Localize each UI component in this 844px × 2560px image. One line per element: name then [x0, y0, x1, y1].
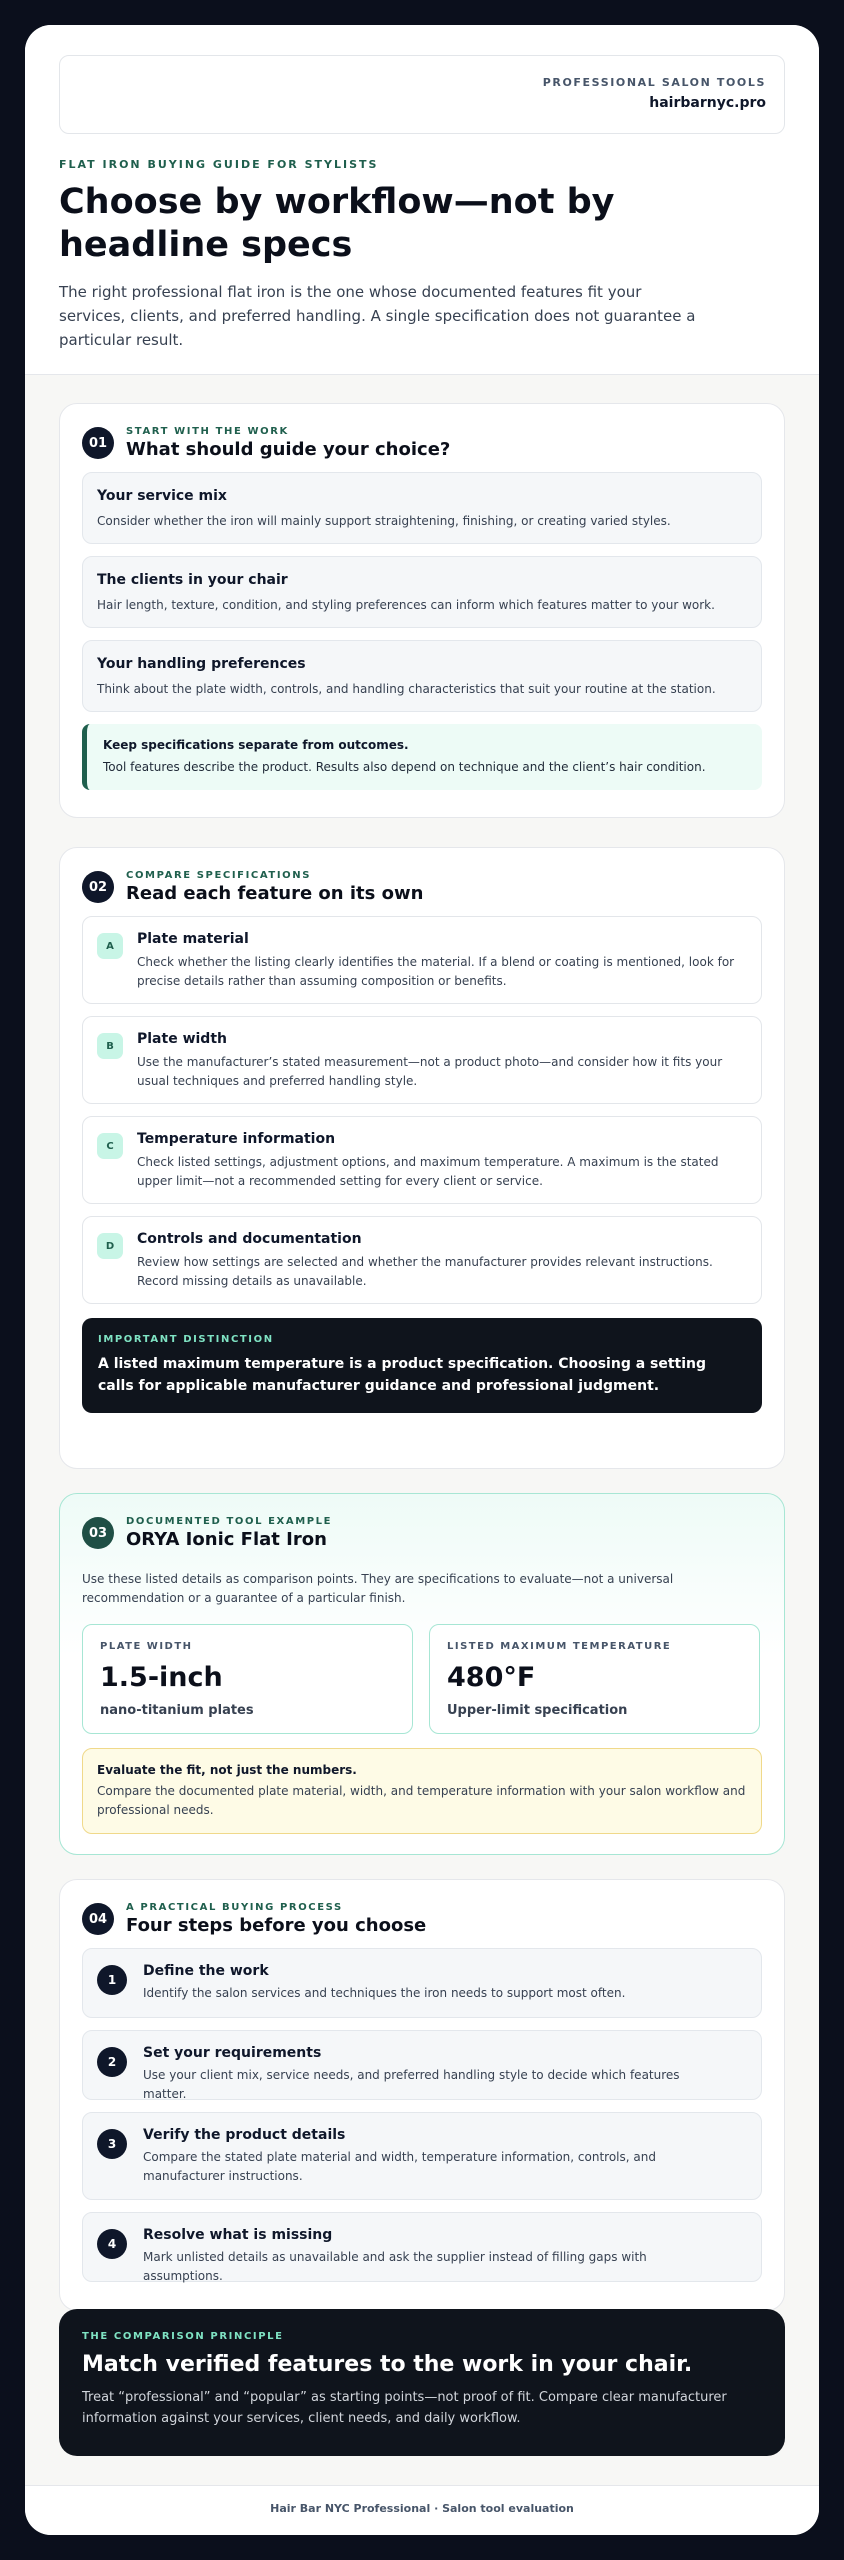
section-header — [82, 870, 762, 904]
spec-max-temperature — [429, 1624, 760, 1734]
feature-badge: B — [97, 1033, 123, 1059]
step-number: 2 — [97, 2047, 127, 2077]
panel-text: Consider whether the iron will mainly support straightening, finishing, or creating varied styles. — [97, 514, 671, 528]
feature-text: Review how settings are selected and whether the manufacturer provides relevant instructions. Record missing details as unavailable. — [137, 1255, 713, 1288]
panel-text: Hair length, texture, condition, and styling preferences can inform which features matter to your work. — [97, 598, 715, 612]
step-item — [82, 2212, 762, 2282]
spec-kicker: PLATE WIDTH — [100, 1641, 193, 1652]
warn-title: Evaluate the fit, not just the numbers. — [97, 1763, 357, 1777]
feature-title: Plate width — [137, 1031, 227, 1047]
closing-title: Match verified features to the work in your chair. — [82, 2352, 693, 2377]
hero-lede: The right professional flat iron is the one whose documented features fit your services, clients, and preferred handling. A single specification does not guarantee a particular result. — [59, 283, 696, 349]
footer — [25, 2485, 819, 2535]
distinction-kicker: IMPORTANT DISTINCTION — [98, 1334, 274, 1345]
guide-page — [25, 25, 819, 2535]
step-title: Define the work — [143, 1963, 269, 1979]
step-item — [82, 2030, 762, 2100]
section-title: Four steps before you choose — [126, 1915, 427, 1936]
spec-value: 480°F — [447, 1662, 536, 1693]
section-number: 02 — [82, 871, 114, 903]
step-text: Compare the stated plate material and width, temperature information, controls, and manufacturer instructions. — [143, 2150, 656, 2183]
note-title: Keep specifications separate from outcomes. — [103, 738, 409, 752]
hero — [25, 25, 819, 375]
comparison-principle — [59, 2309, 785, 2456]
section-kicker: START WITH THE WORK — [126, 426, 289, 437]
closing-kicker: THE COMPARISON PRINCIPLE — [82, 2331, 284, 2342]
tool-intro: Use these listed details as comparison points. They are specifications to evaluate—not a universal recommendation or a guarantee of a particular finish. — [82, 1572, 674, 1605]
section-number: 04 — [82, 1903, 114, 1935]
step-item — [82, 2112, 762, 2200]
feature-badge: A — [97, 933, 123, 959]
note-text: Tool features describe the product. Results also depend on technique and the client’s hair condition. — [103, 760, 706, 774]
callout-note — [82, 724, 762, 790]
spec-kicker: LISTED MAXIMUM TEMPERATURE — [447, 1641, 672, 1652]
section-compare-specifications — [59, 847, 785, 1469]
brand-url[interactable]: hairbarnyc.pro — [649, 95, 766, 111]
section-header — [82, 1902, 762, 1936]
feature-item — [82, 1116, 762, 1204]
panel-title: Your service mix — [97, 488, 227, 504]
brand-kicker: PROFESSIONAL SALON TOOLS — [542, 76, 766, 89]
feature-item — [82, 1216, 762, 1304]
feature-title: Plate material — [137, 931, 249, 947]
brand-box — [59, 55, 785, 134]
feature-badge: D — [97, 1233, 123, 1259]
section-documented-tool — [59, 1493, 785, 1855]
footer-text: Hair Bar NYC Professional · Salon tool evaluation — [270, 2502, 574, 2515]
page-title: Choose by workflow—not by headline specs — [59, 182, 615, 265]
panel-title: The clients in your chair — [97, 572, 288, 588]
spec-plate-width — [82, 1624, 413, 1734]
panel-text: Think about the plate width, controls, and handling characteristics that suit your routine at the station. — [97, 682, 716, 696]
section-number: 01 — [82, 427, 114, 459]
section-title: Read each feature on its own — [126, 883, 424, 904]
feature-text: Use the manufacturer’s stated measurement—not a product photo—and consider how it fits your usual techniques and preferred handling style. — [137, 1055, 723, 1088]
section-number: 03 — [82, 1517, 114, 1549]
step-number: 4 — [97, 2229, 127, 2259]
step-number: 3 — [97, 2129, 127, 2159]
section-title: ORYA Ionic Flat Iron — [126, 1529, 327, 1550]
feature-title: Controls and documentation — [137, 1231, 362, 1247]
evaluate-fit-note — [82, 1748, 762, 1834]
step-text: Mark unlisted details as unavailable and ask the supplier instead of filling gaps with assumptions. — [143, 2250, 647, 2283]
feature-item — [82, 1016, 762, 1104]
spec-sub: Upper-limit specification — [447, 1703, 628, 1718]
warn-text: Compare the documented plate material, width, and temperature information with your salon workflow and professional needs. — [97, 1784, 746, 1817]
step-title: Set your requirements — [143, 2045, 322, 2061]
distinction-text: A listed maximum temperature is a product specification. Choosing a setting calls for applicable manufacturer guidance and professional judgment. — [98, 1356, 707, 1394]
step-text: Identify the salon services and techniques the iron needs to support most often. — [143, 1986, 626, 2000]
feature-item — [82, 916, 762, 1004]
section-kicker: COMPARE SPECIFICATIONS — [126, 870, 312, 881]
section-title: What should guide your choice? — [126, 439, 451, 460]
spec-row — [82, 1624, 762, 1734]
section-start-with-work — [59, 403, 785, 818]
section-header — [82, 426, 762, 460]
closing-text: Treat “professional” and “popular” as starting points—not proof of fit. Compare clear manufacturer information against your services, client needs, and daily workflow. — [82, 2390, 727, 2426]
section-kicker: DOCUMENTED TOOL EXAMPLE — [126, 1516, 333, 1527]
feature-text: Check listed settings, adjustment options, and maximum temperature. A maximum is the stated upper limit—not a recommended setting for every client or service. — [137, 1155, 719, 1188]
spec-sub: nano-titanium plates — [100, 1703, 254, 1718]
section-buying-process — [59, 1879, 785, 2311]
step-text: Use your client mix, service needs, and preferred handling style to decide which features matter. — [143, 2068, 680, 2101]
feature-title: Temperature information — [137, 1131, 336, 1147]
section-kicker: A PRACTICAL BUYING PROCESS — [126, 1902, 343, 1913]
step-item — [82, 1948, 762, 2018]
spec-value: 1.5-inch — [100, 1662, 223, 1693]
hero-kicker: FLAT IRON BUYING GUIDE FOR STYLISTS — [59, 158, 379, 171]
step-title: Resolve what is missing — [143, 2227, 333, 2243]
feature-badge: C — [97, 1133, 123, 1159]
section-header — [82, 1516, 762, 1550]
guide-panel — [82, 556, 762, 628]
step-title: Verify the product details — [143, 2127, 346, 2143]
step-number: 1 — [97, 1965, 127, 1995]
feature-text: Check whether the listing clearly identifies the material. If a blend or coating is mentioned, look for precise details rather than assuming composition or benefits. — [137, 955, 735, 988]
important-distinction — [82, 1318, 762, 1413]
guide-panel — [82, 640, 762, 712]
guide-panel — [82, 472, 762, 544]
panel-title: Your handling preferences — [97, 656, 306, 672]
